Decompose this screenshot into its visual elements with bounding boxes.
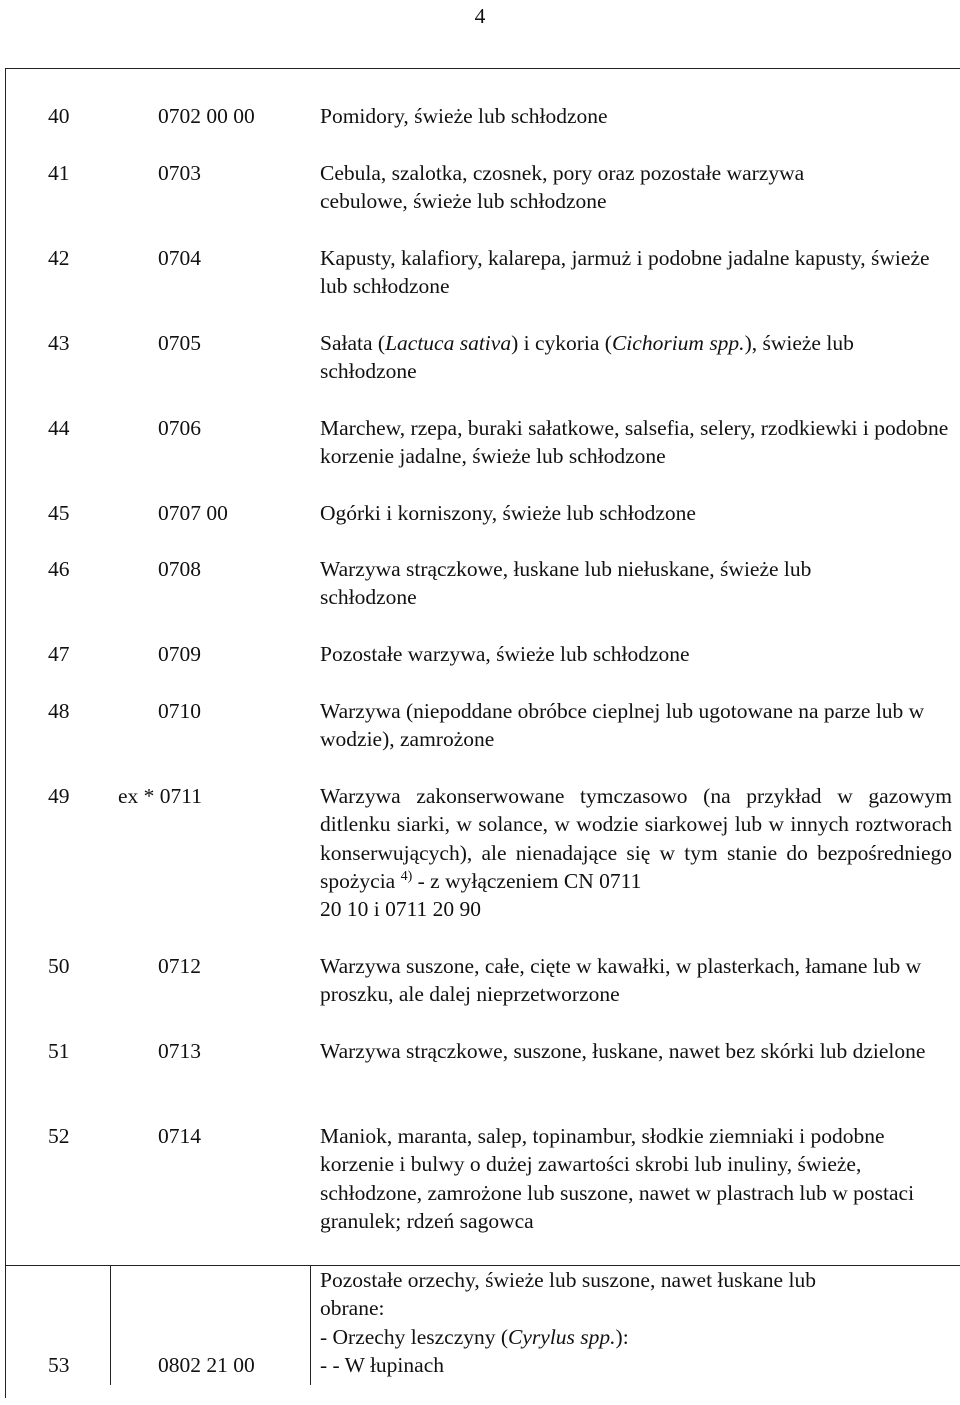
cn-code: 0713 [158, 1039, 201, 1063]
cn-code: 0712 [158, 954, 201, 978]
description: Kapusty, kalafiory, kalarepa, jarmuż i podobne jadalne kapusty, świeże lub schłodzone [320, 246, 930, 299]
cn-code: 0708 [158, 557, 201, 581]
cn-code: 0705 [158, 331, 201, 355]
description: Pozostałe orzechy, świeże lub suszone, nawet łuskane lub obrane: - Orzechy leszczyny (Cyrylus spp.): - - W łupinach [320, 1268, 816, 1377]
row-number: 47 [48, 642, 70, 666]
cn-code: 0704 [158, 246, 201, 270]
description: Sałata (Lactuca sativa) i cykoria (Cichorium spp.), świeże lub schłodzone [320, 331, 854, 384]
cn-code: 0710 [158, 699, 201, 723]
row-number: 41 [48, 161, 70, 185]
description: Warzywa suszone, całe, cięte w kawałki, w plasterkach, łamane lub w proszku, ale dalej nieprzetworzone [320, 954, 922, 1007]
description: Marchew, rzepa, buraki sałatkowe, salsefia, selery, rzodkiewki i podobne korzenie jadalne, świeże lub schłodzone [320, 416, 949, 469]
description: Warzywa strączkowe, łuskane lub niełuskane, świeże lub schłodzone [320, 557, 812, 610]
row-number: 48 [48, 699, 70, 723]
row-number: 49 [48, 784, 70, 808]
description: Warzywa zakonserwowane tymczasowo (na przykład w gazowym ditlenku siarki, w solance, w wodzie siarkowej lub w innych roztworach konserwujących), ale nienadające się w tym stanie do bezpośredniego spożycia $^{4)}$ - z wyłączeniem CN 0711 20 10 i 0711 20 90 [320, 784, 952, 922]
footnote-marker: 4) [400, 868, 413, 884]
cn-code: 0709 [158, 642, 201, 666]
row-number: 46 [48, 557, 70, 581]
row-number: 50 [48, 954, 70, 978]
row-number: 43 [48, 331, 70, 355]
cn-code: 0714 [158, 1124, 201, 1148]
description: Warzywa strączkowe, suszone, łuskane, nawet bez skórki lub dzielone [320, 1039, 926, 1063]
row-number: 44 [48, 416, 70, 440]
description: Cebula, szalotka, czosnek, pory oraz pozostałe warzywa cebulowe, świeże lub schłodzone [320, 161, 805, 214]
row-number: 52 [48, 1124, 70, 1148]
description: Maniok, maranta, salep, topinambur, słodkie ziemniaki i podobne korzenie i bulwy o dużej zawartości skrobi lub inuliny, świeże, schłodzone, zamrożone lub suszone, nawet w plastrach lub w postaci granulek; rdzeń sagowca [320, 1124, 915, 1233]
row-number: 53 [48, 1353, 70, 1377]
column-divider-lp [110, 1265, 111, 1385]
cn-code: 0703 [158, 161, 201, 185]
cn-code: ex * 0711 [118, 784, 202, 808]
page-number: 4 [474, 4, 486, 28]
row-number: 42 [48, 246, 70, 270]
row-number: 45 [48, 501, 70, 525]
row-number: 40 [48, 104, 70, 128]
column-divider-code [310, 1265, 311, 1385]
description: Warzywa (niepoddane obróbce cieplnej lub ugotowane na parze lub w wodzie), zamrożone [320, 699, 925, 752]
cn-code: 0707 00 [158, 501, 228, 525]
row-number: 51 [48, 1039, 70, 1063]
cn-code: 0702 00 00 [158, 104, 255, 128]
description: Ogórki i korniszony, świeże lub schłodzone [320, 501, 696, 525]
cn-code: 0802 21 00 [158, 1353, 255, 1377]
cn-code: 0706 [158, 416, 201, 440]
description: Pomidory, świeże lub schłodzone [320, 104, 608, 128]
description: Pozostałe warzywa, świeże lub schłodzone [320, 642, 690, 666]
